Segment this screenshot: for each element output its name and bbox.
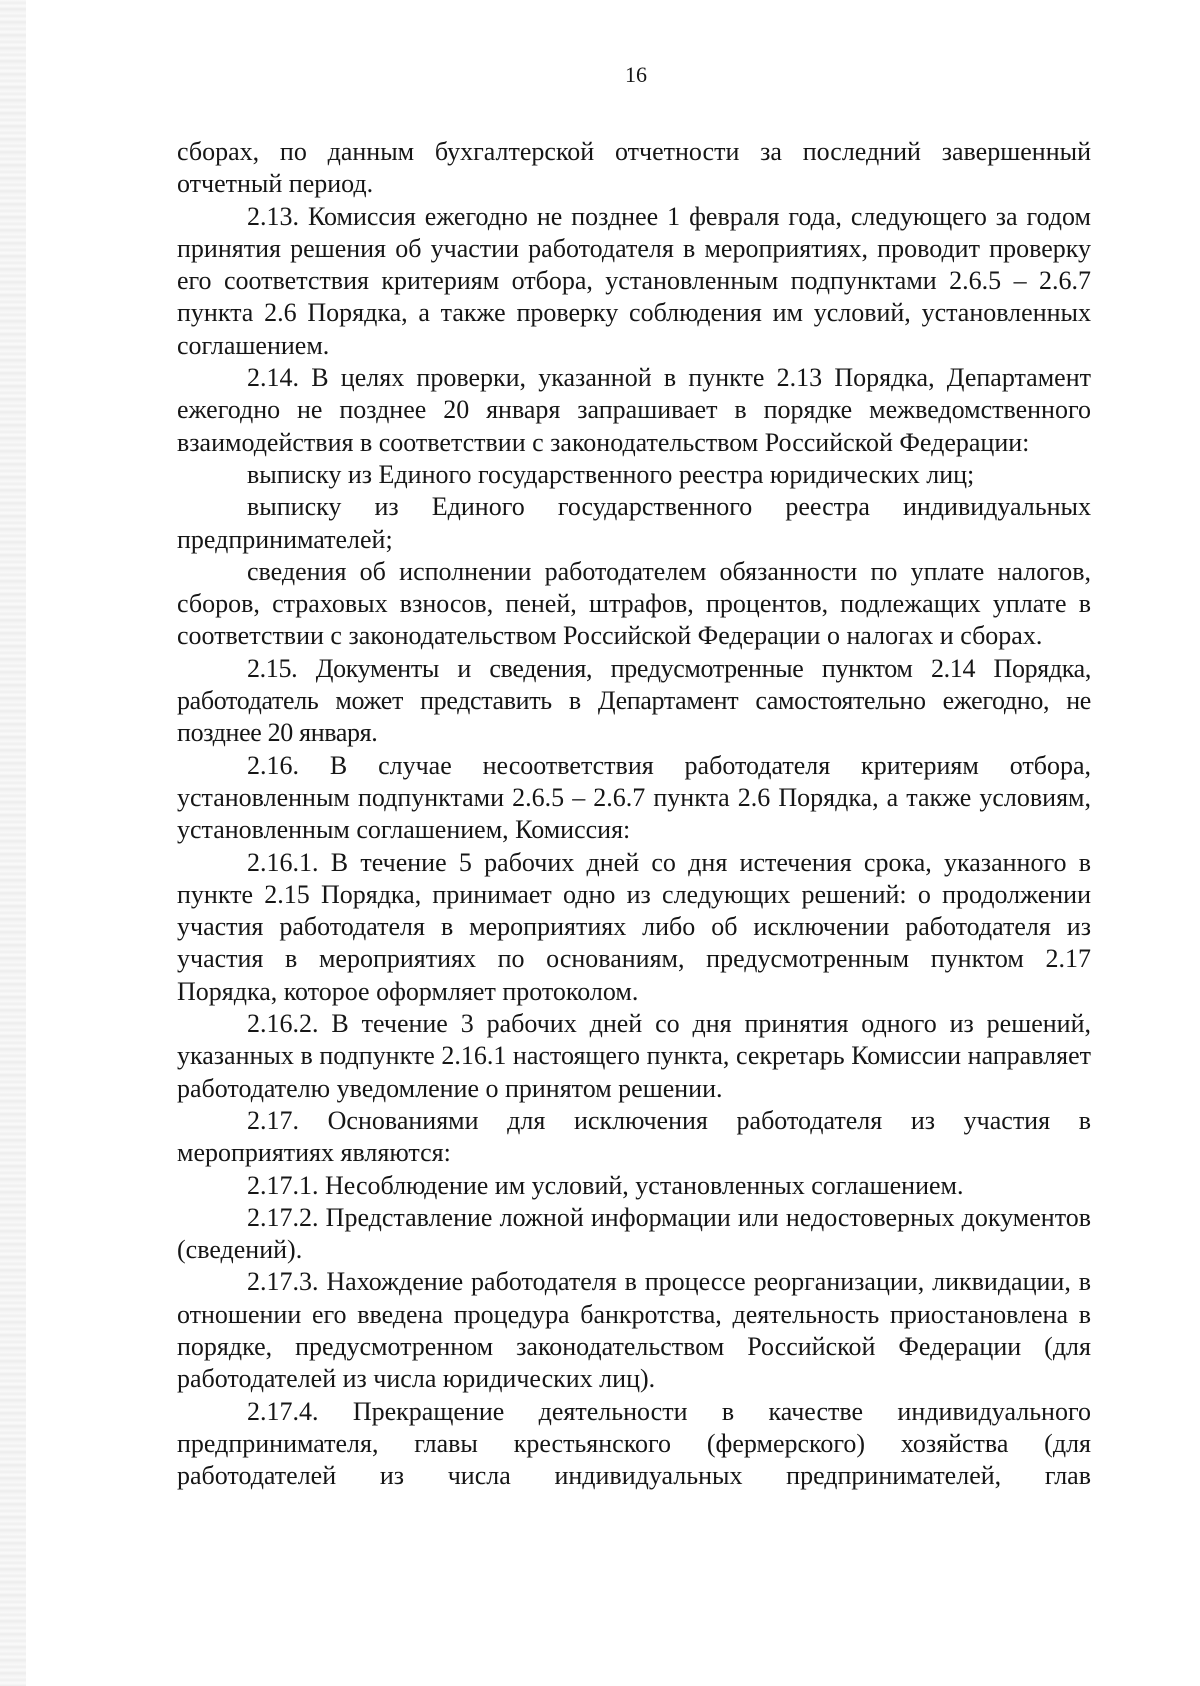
paragraph-2-17-4: 2.17.4. Прекращение деятельности в качестве индивидуального предпринимателя, главы крестьянского (фермерского) хозяйства (для работодателей из числа индивидуальных предпринимателей, глав <box>177 1396 1091 1491</box>
paragraph-2-17: 2.17. Основаниями для исключения работодателя из участия в мероприятиях являются: <box>177 1105 1091 1168</box>
paragraph-2-16: 2.16. В случае несоответствия работодателя критериям отбора, установленным подпунктами 2.6.5 – 2.6.7 пункта 2.6 Порядка, а также условиям, установленным соглашением, Комиссия: <box>177 750 1091 845</box>
paragraph-2-14: 2.14. В целях проверки, указанной в пункте 2.13 Порядка, Департамент ежегодно не позднее 20 января запрашивает в порядке межведомственного взаимодействия в соответствии с законодательством Российской Федерации: <box>177 363 1091 457</box>
paragraph-2-16-1: 2.16.1. В течение 5 рабочих дней со дня истечения срока, указанного в пункте 2.15 Порядка, принимает одно из следующих решений: о продолжении участия работодателя в мероприятиях либо об исключении работодателя из участия в мероприятиях по основаниям, предусмотренным пунктом 2.17 Порядка, которое оформляет протоколом. <box>177 847 1091 1006</box>
list-item-legal-entities-registry: выписку из Единого государственного реестра юридических лиц; <box>247 459 975 489</box>
paragraph-2-17-1: 2.17.1. Несоблюдение им условий, установленных соглашением. <box>247 1170 964 1200</box>
paragraph-2-15: 2.15. Документы и сведения, предусмотренные пунктом 2.14 Порядка, работодатель может представить в Департамент самостоятельно ежегодно, не позднее 20 января. <box>177 653 1091 748</box>
paragraph-2-13: 2.13. Комиссия ежегодно не позднее 1 февраля года, следующего за годом принятия решения об участии работодателя в мероприятиях, проводит проверку его соответствия критериям отбора, установленным подпунктами 2.6.5 – 2.6.7 пункта 2.6 Порядка, а также проверку соблюдения им условий, установленных соглашением. <box>177 201 1091 360</box>
document-body <box>177 136 1091 1492</box>
paragraph-2-17-2: 2.17.2. Представление ложной информации или недостоверных документов (сведений). <box>177 1202 1091 1265</box>
scan-edge-artifact <box>0 0 26 1686</box>
paragraph-continuation: сборах, по данным бухгалтерской отчетности за последний завершенный отчетный период. <box>177 137 1091 199</box>
page-number: 16 <box>625 62 647 87</box>
list-item-entrepreneurs-registry: выписку из Единого государственного реестра индивидуальных предпринимателей; <box>177 492 1091 554</box>
paragraph-2-17-3: 2.17.3. Нахождение работодателя в процессе реорганизации, ликвидации, в отношении его введена процедура банкротства, деятельность приостановлена в порядке, предусмотренном законодательством Российской Федерации (для работодателей из числа юридических лиц). <box>177 1267 1091 1394</box>
list-item-tax-obligations: сведения об исполнении работодателем обязанности по уплате налогов, сборов, страховых взносов, пеней, штрафов, процентов, подлежащих уплате в соответствии с законодательством Российской Федерации о налогах и сборах. <box>177 556 1091 651</box>
paragraph-2-16-2: 2.16.2. В течение 3 рабочих дней со дня принятия одного из решений, указанных в подпункте 2.16.1 настоящего пункта, секретарь Комиссии направляет работодателю уведомление о принятом решении. <box>177 1009 1091 1103</box>
